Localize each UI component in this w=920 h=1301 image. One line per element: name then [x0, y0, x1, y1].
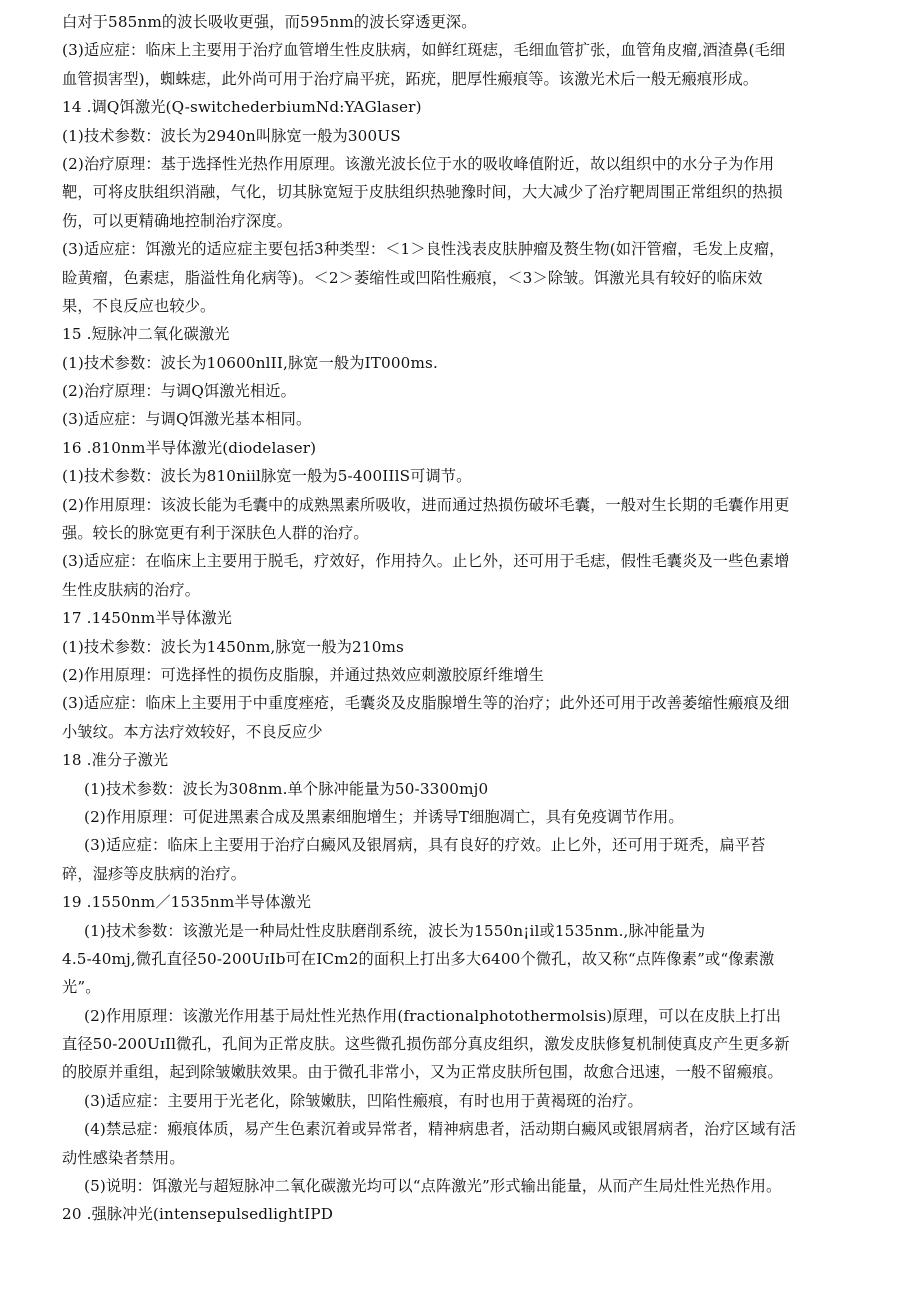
text-line: (3)适应症：主要用于光老化，除皱嫩肤，凹陷性瘢痕，有时也用于黄褐斑的治疗。	[84, 1091, 643, 1110]
text-line: 动性感染者禁用。	[62, 1148, 185, 1167]
text-line: 生性皮肤病的治疗。	[62, 580, 201, 599]
text-line: (1)技术参数：该激光是一种局灶性皮肤磨削系统，波长为1550n¡il或1535nm.,脉冲能量为	[84, 921, 706, 940]
text-line: 小皱纹。本方法疗效较好，不良反应少	[62, 722, 323, 741]
text-line: (4)禁忌症：瘢痕体质，易产生色素沉着或异常者，精神病患者，活动期白癜风或银屑病者，治疗区域有活	[84, 1120, 797, 1139]
text-line: 强。较长的脉宽更有利于深肤色人群的治疗。	[62, 524, 369, 543]
text-line: 果，不良反应也较少。	[62, 296, 216, 315]
text-line: (2)作用原理：可选择性的损伤皮脂腺，并通过热效应刺激胶原纤维增生	[62, 665, 545, 684]
section-heading: 14 .调Q饵激光(Q-switchederbiumNd:YAGlaser)	[62, 98, 422, 117]
text-line: (1)技术参数：波长为1450nm,脉宽一般为210ms	[62, 637, 404, 656]
text-line: (1)技术参数：波长为308nm.单个脉冲能量为50-3300mj0	[84, 779, 489, 798]
text-line: (2)治疗原理：基于选择性光热作用原理。该激光波长位于水的吸收峰值附近，故以组织中的水分子为作用	[62, 154, 775, 173]
section-heading: 19 .1550nm／1535nm半导体激光	[62, 893, 312, 912]
text-line: 血管损害型)，蜘蛛痣，此外尚可用于治疗扁平疣，跖疣，肥厚性瘢痕等。该激光术后一般无瘢痕形成。	[62, 69, 759, 88]
text-line: 伤，可以更精确地控制治疗深度。	[62, 211, 293, 230]
text-line: (5)说明：饵激光与超短脉冲二氧化碳激光均可以“点阵激光”形式输出能量，从而产生局灶性光热作用。	[84, 1177, 782, 1196]
text-line: (1)技术参数：波长为810niil脉宽一般为5-400IIlS可调节。	[62, 467, 472, 486]
text-line: 碎，湿疹等皮肤病的治疗。	[62, 864, 247, 883]
text-line: 睑黄瘤，色素痣，脂溢性角化病等)。＜2＞萎缩性或凹陷性瘢痕，＜3＞除皱。饵激光具有较好的临床效	[62, 268, 763, 287]
text-line: (3)适应症：临床上主要用于治疗白癜风及银屑病，具有良好的疗效。止匕外，还可用于斑秃，扁平苔	[84, 836, 766, 855]
text-line: 白对于585nm的波长吸收更强，而595nm的波长穿透更深。	[62, 13, 477, 31]
text-line: 直径50-200UɪIl微孔，孔间为正常皮肤。这些微孔损伤部分真皮组织，激发皮肤修复机制使真皮产生更多新	[62, 1035, 790, 1054]
text-line: (2)作用原理：该激光作用基于局灶性光热作用(fractionalphotothermolsis)原理，可以在皮肤上打出	[84, 1006, 782, 1025]
section-heading: 20 .强脉冲光(intensepulsedlightIPD	[62, 1205, 334, 1224]
text-line: 的胶原并重组，起到除皱嫩肤效果。由于微孔非常小，又为正常皮肤所包围，故愈合迅速，一般不留瘢痕。	[62, 1063, 783, 1082]
text-line: (2)治疗原理：与调Q饵激光相近。	[62, 382, 296, 401]
text-line: (3)适应症：临床上主要用于中重度痤疮，毛囊炎及皮脂腺增生等的治疗；此外还可用于改善萎缩性瘢痕及细	[62, 694, 790, 713]
text-line: (3)适应症：饵激光的适应症主要包括3种类型：＜1＞良性浅表皮肤肿瘤及赘生物(如汗管瘤，毛发上皮瘤，	[62, 240, 785, 259]
section-heading: 17 .1450nm半导体激光	[62, 609, 233, 628]
text-line: (2)作用原理：可促进黑素合成及黑素细胞增生；并诱导T细胞凋亡，具有免疫调节作用。	[84, 807, 684, 826]
text-line: 靶，可将皮肤组织消融，气化，切其脉宽短于皮肤组织热驰豫时间，大大减少了治疗靶周围正常组织的热损	[62, 183, 783, 202]
section-heading: 16 .810nm半导体激光(diodelaser)	[62, 438, 317, 457]
section-heading: 15 .短脉冲二氧化碳激光	[62, 325, 230, 344]
section-heading: 18 .准分子激光	[62, 751, 169, 770]
text-line: (3)适应症：临床上主要用于治疗血管增生性皮肤病，如鲜红斑痣，毛细血管扩张，血管角皮瘤,酒渣鼻(毛细	[62, 41, 786, 60]
text-line: (3)适应症：在临床上主要用于脱毛，疗效好，作用持久。止匕外，还可用于毛痣，假性毛囊炎及一些色素增	[62, 552, 790, 571]
text-line: (3)适应症：与调Q饵激光基本相同。	[62, 410, 312, 429]
text-line: 光”。	[62, 978, 101, 997]
text-line: 4.5-40mj,微孔直径50-200UɪIb可在ICm2的面积上打出多大6400个微孔，故又称“点阵像素”或“像素激	[62, 949, 775, 968]
document-page	[0, 8, 920, 1229]
text-line: (2)作用原理：该波长能为毛囊中的成熟黑素所吸收，进而通过热损伤破坏毛囊，一般对生长期的毛囊作用更	[62, 495, 790, 514]
text-line: (1)技术参数：波长为2940n叫脉宽一般为300US	[62, 126, 401, 145]
text-line: (1)技术参数：波长为10600nlII,脉宽一般为IT000ms.	[62, 353, 438, 372]
